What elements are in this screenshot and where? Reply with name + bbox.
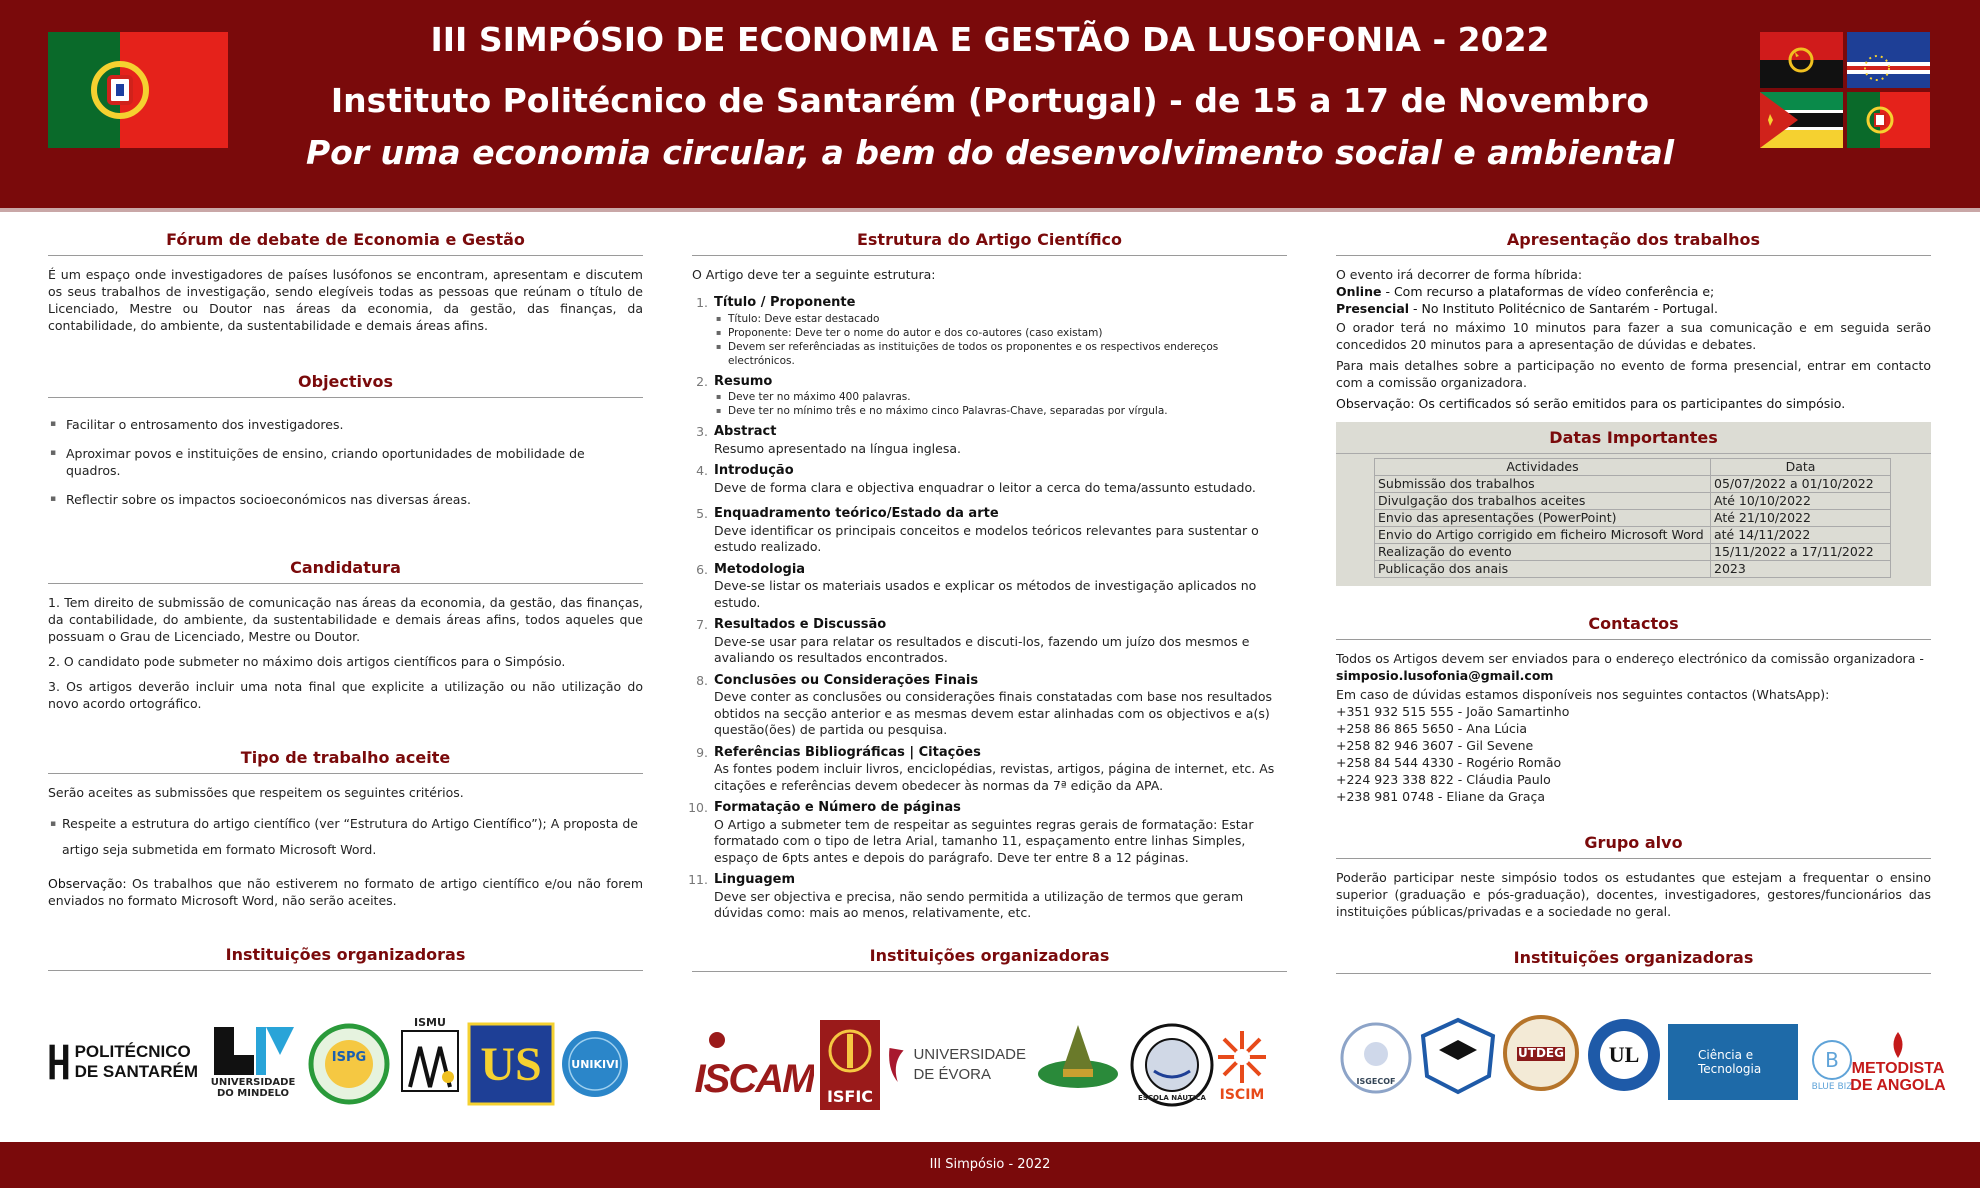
metodista-text-2: DE ANGOLA [1850,1077,1946,1094]
item-desc: Resumo apresentado na língua inglesa. [714,440,961,456]
escola-nautica-logo [1128,1020,1216,1110]
item-subs [714,390,1287,418]
item-number: 3. [696,424,708,439]
item-number: 9. [696,744,708,760]
apres-presencial [1336,300,1931,317]
contact-item: +351 932 515 555 - João Samartinho [1336,704,1570,719]
column-right [1336,230,1931,984]
header-subtitle: Instituto Politécnico de Santarém (Portugal) - de 15 a 17 de Novembro [330,81,1650,120]
item-number: 6. [696,561,708,577]
item-sub: ▪ Devem ser referênciadas as instituições de todos os proponentes e os respectivos endereços electrónicos. [714,340,1287,368]
cape-verde-flag [1847,32,1930,88]
isfic-logo [820,1020,880,1110]
item-title: Referências Bibliográficas | Citações [714,744,981,760]
section-title-estrutura: Estrutura do Artigo Científico [692,230,1287,256]
objective-item: ▪ Reflectir sobre os impactos socioeconómicos nas diversas áreas. [48,491,643,508]
ciencia-tecnologia-logo [1668,1024,1798,1100]
tipo-list [48,811,643,863]
contact-list [1336,703,1931,805]
apres-line: O orador terá no máximo 10 minutos para fazer a sua comunicação e em seguida serão concedidos 20 minutos para a apresentação de dúvidas e debates. [1336,320,1931,352]
table-cell: Até 10/10/2022 [1711,493,1891,510]
section-title-instituicoes: Instituições organizadoras [692,946,1287,972]
portugal-flag [48,32,228,148]
apres-online [1336,283,1931,300]
table-cell: Publicação dos anais [1375,561,1711,578]
mozambique-flag [1760,92,1843,148]
candidatura-item: 2. O candidato pode submeter no máximo dois artigos científicos para o Simpósio. [48,654,566,669]
mindelo-logo [208,1018,298,1106]
column-left [48,230,643,981]
item-title: Formatação e Número de páginas [714,800,961,815]
grupo-text: Poderão participar neste simpósio todos os estudantes que estejam a frequentar o ensino superior (graduação e pós-graduação), docentes, investigadores, gestores/funcionários das instituições públicas/privadas e a sociedade no geral. [1336,870,1931,919]
forum-text: É um espaço onde investigadores de países lusófonos se encontram, apresentam e discutem os seus trabalhos de investigação, sendo elegíveis todas as pessoas que reúnam o título de Licenciado, Mestre ou Doutor nas áreas da economia, da gestão, das finanças, da contabilidade, do ambiente, da sustentabilidade e demais áreas afins. [48,267,643,333]
table-cell: 2023 [1711,561,1891,578]
logos-row-right [1336,1010,1946,1100]
table-row [1375,527,1891,544]
section-title-forum: Fórum de debate de Economia e Gestão [48,230,643,256]
utdeg-logo [1500,1010,1582,1100]
obs-label: Observação: [48,876,127,891]
nautica-text: ESCOLA NÁUTICA [1138,1094,1206,1102]
iscam-text: ISCAM [694,1057,814,1101]
politecnico-logo-text: POLITÉCNICO DE SANTARÉM [74,1042,198,1081]
candidatura-item: 3. Os artigos deverão incluir uma nota final que explicite a utilização ou não utilização do novo acordo ortográfico. [48,679,643,711]
item-title: Enquadramento teórico/Estado da arte [714,506,999,521]
estrutura-item [688,872,1287,922]
table-row [1375,493,1891,510]
isfic-text: ISFIC [826,1087,874,1106]
tipo-item: ▪ Respeite a estrutura do artigo científico (ver “Estrutura do Artigo Científico”); A proposta de artigo seja submetida em formato Microsoft Word. [48,811,643,863]
contact-intro: Todos os Artigos devem ser enviados para o endereço electrónico da comissão organizadora - [1336,651,1924,666]
ismu-logo [398,1016,462,1108]
section-title-contactos: Contactos [1336,614,1931,640]
estrutura-item [692,424,1287,457]
estrutura-item [692,506,1287,556]
item-number: 11. [688,872,708,887]
estrutura-item [688,800,1287,866]
mindelo-text-1: UNIVERSIDADE [210,1077,296,1088]
item-title: Linguagem [714,872,795,887]
contact-item: +238 981 0748 - Eliane da Graça [1336,789,1546,804]
contact-item: +258 82 946 3607 - Gil Sevene [1336,738,1534,753]
item-number: 4. [696,463,708,478]
contact-item: +224 923 338 822 - Cláudia Paulo [1336,772,1551,787]
item-title: Resumo [714,373,773,389]
table-header: Actividades [1375,459,1711,476]
section-title-candidatura: Candidatura [48,558,643,584]
item-desc: Deve de forma clara e objectiva enquadrar o leitor a cerca do tema/assunto estudado. [714,479,1256,495]
metodista-text-1: METODISTA [1851,1060,1945,1077]
estrutura-list [688,295,1287,922]
section-title-grupo: Grupo alvo [1336,833,1931,859]
obs-text: Os trabalhos que não estiverem no formato de artigo científico e/ou não forem enviados no formato Microsoft Word, não serão aceites. [48,876,643,908]
section-title-objectives: Objectivos [48,372,643,398]
lusophone-flags [1760,32,1930,148]
dates-box [1336,422,1931,586]
item-number: 8. [696,672,708,688]
contact-item: +258 86 865 5650 - Ana Lúcia [1336,721,1528,736]
online-text: - Com recurso a plataformas de vídeo conferência e; [1381,284,1715,299]
table-row [1375,510,1891,527]
table-cell: Divulgação dos trabalhos aceites [1375,493,1711,510]
item-sub: ▪ Deve ter no máximo 400 palavras. [714,390,1287,404]
portugal-flag-small [1847,92,1930,148]
ismu-text: ISMU [414,1016,446,1029]
utdeg-text: UTDEG [1518,1046,1564,1060]
table-cell: até 14/11/2022 [1711,527,1891,544]
item-number: 5. [696,506,708,521]
item-title: Metodologia [714,561,806,577]
item-number: 1. [696,295,708,310]
ispg-logo [304,1022,394,1106]
item-title: Introdução [714,463,794,478]
section-title-datas: Datas Importantes [1336,428,1931,454]
logos-row-left [48,1016,643,1106]
contact-email[interactable]: simposio.lusofonia@gmail.com [1336,668,1554,683]
item-sub: ▪ Proponente: Deve ter o nome do autor e dos co-autores (caso existam) [714,326,1287,340]
header-divider [0,208,1980,212]
estrutura-item [692,562,1287,612]
table-row [1375,544,1891,561]
objectives-list [48,416,643,508]
item-title: Conclusões ou Considerações Finais [714,672,979,688]
item-desc: Deve ser objectiva e precisa, não sendo permitida a utilização de termos que geram dúvidas como: mais ao menos, relativamente, etc. [714,888,1244,920]
item-desc: Deve-se listar os materiais usados e explicar os métodos de investigação aplicados no estudo. [714,578,1257,610]
item-desc: Deve identificar os principais conceitos e modelos teóricos relevantes para sustentar o estudo realizado. [714,522,1259,554]
tipo-observacao [48,875,643,909]
contact-item: +258 84 544 4330 - Rogério Romão [1336,755,1562,770]
us-logo [466,1022,556,1106]
iscim-text: ISCIM [1219,1087,1265,1103]
evora-logo [886,1030,1026,1100]
estrutura-item [692,463,1287,496]
mindelo-text-2: DO MINDELO [217,1088,289,1099]
unikivi-logo [560,1026,630,1102]
ispg-text: ISPG [331,1050,367,1065]
item-desc: Deve conter as conclusões ou considerações finais constatadas com base nos resultados obtidos na secção anterior e as mesmas devem estar alinhadas com os objectivos e a(s) questão(ões) de partida ou pesquisa. [714,689,1272,737]
objective-item: ▪ Aproximar povos e instituições de ensino, criando oportunidades de mobilidade de quadros. [48,445,643,479]
estrutura-intro: O Artigo deve ter a seguinte estrutura: [692,267,936,282]
table-header: Data [1711,459,1891,476]
ciencia-text: Ciência e Tecnologia [1698,1048,1762,1076]
politecnico-santarem-logo [48,1034,198,1090]
table-cell: Até 21/10/2022 [1711,510,1891,527]
item-desc: Deve-se usar para relatar os resultados e discuti-los, fazendo um juízo dos mesmos e avaliando os resultados encontrados. [714,633,1250,665]
section-title-instituicoes: Instituições organizadoras [1336,948,1931,974]
apres-line: Para mais detalhes sobre a participação no evento de forma presencial, entrar em contacto com a comissão organizadora. [1336,358,1931,390]
pres-label: Presencial [1336,301,1410,316]
item-title: Abstract [714,424,777,439]
bluebiz-text: BLUE BIZ [1811,1082,1853,1092]
estrutura-item [692,617,1287,667]
isgecof-text: ISGECOF [1356,1077,1396,1086]
item-sub: ▪ Deve ter no mínimo três e no máximo cinco Palavras-Chave, separadas por vírgula. [714,404,1287,418]
item-desc: O Artigo a submeter tem de respeitar as seguintes regras gerais de formatação: Estar formatado com o tipo de letra Arial, tamanho 11, espaçamento entre linhas Simples, espaço de 6pts antes e depois do parágrafo. Deve ter entre 8 a 12 páginas. [714,816,1254,865]
contact-whatsapp-intro: Em caso de dúvidas estamos disponíveis nos seguintes contactos (WhatsApp): [1336,687,1830,702]
item-title: Título / Proponente [714,295,856,310]
isgecof-logo [1336,1016,1416,1100]
ul-text: UL [1608,1042,1640,1067]
table-row [1375,561,1891,578]
associacao-logo [1418,1014,1498,1098]
evora-text-2: DE ÉVORA [913,1066,991,1083]
table-cell: 15/11/2022 a 17/11/2022 [1711,544,1891,561]
item-number: 2. [696,373,708,389]
item-sub: ▪ Título: Deve estar destacado [714,312,1287,326]
estrutura-item [692,295,1287,368]
table-cell: Envio do Artigo corrigido em ficheiro Microsoft Word [1375,527,1711,544]
section-title-instituicoes: Instituições organizadoras [48,945,643,971]
table-cell: Realização do evento [1375,544,1711,561]
gemaoe-logo [1032,1018,1124,1110]
pres-text: - No Instituto Politécnico de Santarém - Portugal. [1409,301,1718,316]
item-desc: As fontes podem incluir livros, enciclopédias, revistas, artigos, página de internet, etc. As citações e referências devem obedecer às normas da 7ª edição da APA. [714,761,1275,793]
candidatura-item: 1. Tem direito de submissão de comunicação nas áreas da economia, da gestão, das finanças, da contabilidade, do ambiente, da sustentabilidade e demais áreas afins, todos aqueles que possuam o Grau de Licenciado, Mestre ou Doutor. [48,595,643,644]
estrutura-item [692,745,1287,795]
item-number: 7. [696,617,708,632]
unikivi-text: UNIKIVI [571,1057,619,1071]
apres-line: O evento irá decorrer de forma híbrida: [1336,267,1583,282]
iscam-logo [694,1026,814,1106]
objective-item: ▪ Facilitar o entrosamento dos investigadores. [48,416,643,433]
column-center [688,230,1287,982]
header-tagline: Por uma economia circular, a bem do desenvolvimento social e ambiental [305,133,1675,172]
online-label: Online [1336,284,1382,299]
apres-observacao: Observação: Os certificados só serão emitidos para os participantes do simpósio. [1336,396,1846,411]
logos-row-center [692,1016,1287,1106]
section-title-tipo: Tipo de trabalho aceite [48,748,643,774]
item-subs [714,312,1287,368]
item-number: 10. [688,800,708,815]
us-text: US [480,1037,542,1091]
table-cell: Envio das apresentações (PowerPoint) [1375,510,1711,527]
iscim-logo [1212,1020,1272,1110]
estrutura-item [692,374,1287,419]
header-title: III SIMPÓSIO DE ECONOMIA E GESTÃO DA LUSOFONIA - 2022 [430,20,1550,59]
section-title-apresentacao: Apresentação dos trabalhos [1336,230,1931,256]
svg-text:B: B [1825,1048,1839,1072]
evora-text-1: UNIVERSIDADE [913,1046,1026,1063]
table-row [1375,476,1891,493]
footer: III Simpósio - 2022 [0,1142,1980,1188]
ul-logo [1584,1012,1664,1100]
table-cell: Submissão dos trabalhos [1375,476,1711,493]
tipo-intro: Serão aceites as submissões que respeitem os seguintes critérios. [48,785,464,800]
table-cell: 05/07/2022 a 01/10/2022 [1711,476,1891,493]
dates-table [1374,458,1891,578]
table-header-row [1375,459,1891,476]
item-title: Resultados e Discussão [714,617,887,632]
angola-flag [1760,32,1843,88]
estrutura-item [692,673,1287,739]
metodista-angola-logo [1850,1024,1946,1100]
